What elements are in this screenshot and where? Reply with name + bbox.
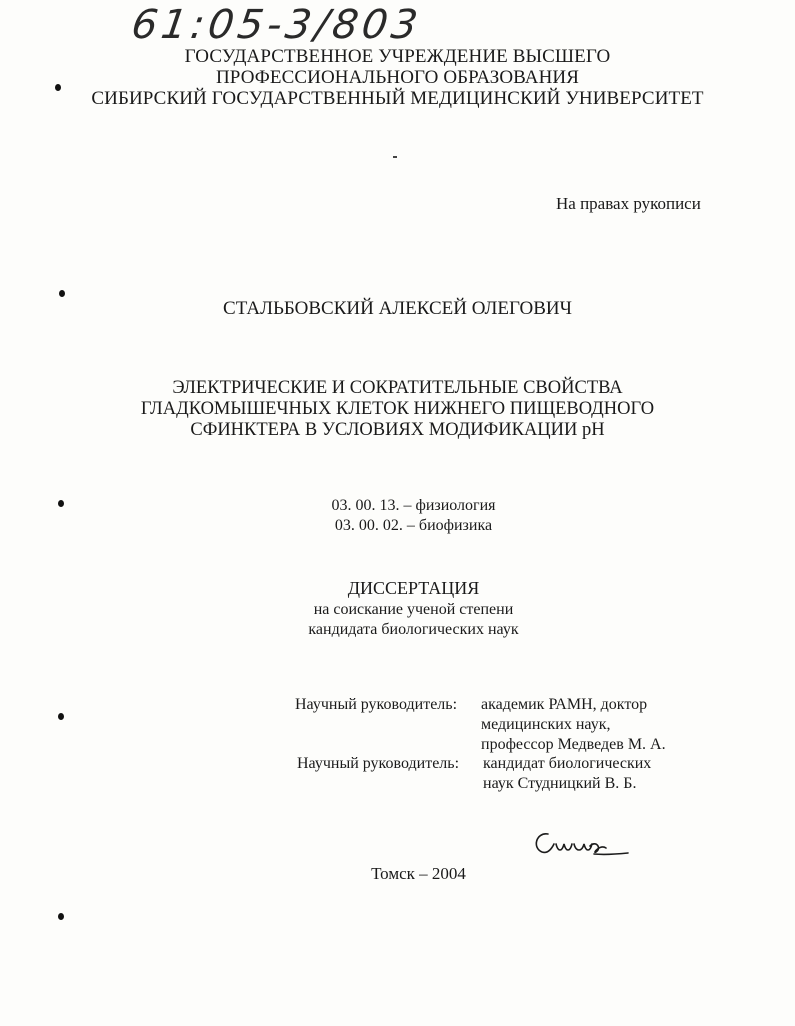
dissertation-heading: ДИССЕРТАЦИЯ — [347, 578, 480, 598]
binder-hole-mark — [55, 84, 61, 91]
institution-line-2: ПРОФЕССИОНАЛЬНОГО ОБРАЗОВАНИЯ — [215, 67, 579, 88]
binder-hole-mark — [58, 500, 64, 507]
supervisor-2-line-2: наук Студницкий В. Б. — [483, 775, 637, 792]
title-line-2: ГЛАДКОМЫШЕЧНЫХ КЛЕТОК НИЖНЕГО ПИЩЕВОДНОГО — [140, 399, 655, 419]
archive-number-handwritten: 61:05-3/803 — [128, 2, 425, 48]
scan-speck — [393, 156, 397, 158]
degree-line-1: на соискание ученой степени — [313, 601, 514, 618]
city-year: Томск – 2004 — [371, 864, 466, 883]
supervisor-1-line-3: профессор Медведев М. А. — [481, 736, 666, 753]
manuscript-rights-note: На правах рукописи — [556, 194, 701, 213]
signature — [530, 826, 630, 860]
title-line-1: ЭЛЕКТРИЧЕСКИЕ И СОКРАТИТЕЛЬНЫЕ СВОЙСТВА — [172, 378, 623, 398]
supervisor-1-line-2: медицинских наук, — [481, 716, 611, 733]
binder-hole-mark — [58, 713, 64, 720]
degree-line-2: кандидата биологических наук — [308, 621, 519, 638]
title-line-3: СФИНКТЕРА В УСЛОВИЯХ МОДИФИКАЦИИ pH — [190, 420, 605, 440]
institution-line-1: ГОСУДАРСТВЕННОЕ УЧРЕЖДЕНИЕ ВЫСШЕГО — [184, 46, 611, 67]
supervisor-1-line-1: академик РАМН, доктор — [481, 696, 648, 713]
supervisor-2-line-1: кандидат биологических — [483, 755, 652, 772]
specialty-biophysics: 03. 00. 02. – биофизика — [334, 517, 493, 534]
author-name: СТАЛЬБОВСКИЙ АЛЕКСЕЙ ОЛЕГОВИЧ — [223, 298, 572, 319]
binder-hole-mark — [59, 290, 65, 297]
supervisor-2-label: Научный руководитель: — [297, 755, 460, 772]
institution-line-3: СИБИРСКИЙ ГОСУДАРСТВЕННЫЙ МЕДИЦИНСКИЙ УНИВЕРСИТЕТ — [91, 88, 704, 109]
binder-hole-mark — [58, 913, 64, 920]
specialty-physiology: 03. 00. 13. – физиология — [331, 497, 496, 514]
supervisor-1-label: Научный руководитель: — [295, 696, 458, 713]
